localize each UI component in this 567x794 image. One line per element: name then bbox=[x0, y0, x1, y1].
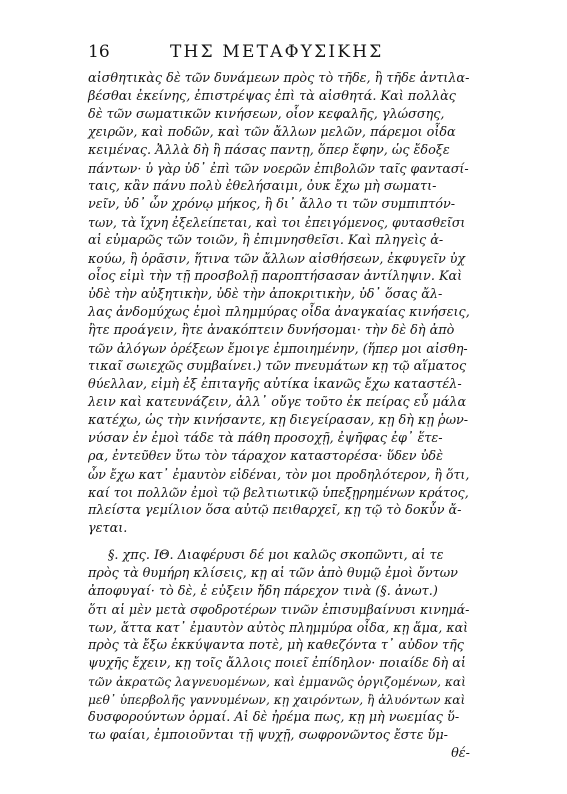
text-line: των, τὰ ἴχνη ἐξελείπεται, καὶ τοι ἐπειγόμενος, φυτασθεῖσι bbox=[88, 215, 466, 230]
text-line: λειν καὶ κατευνάζειν, ἀλλ᾽ οὔγε τοῦτο ἐκ πείρας εὖ μάλα bbox=[88, 395, 467, 410]
text-line: πρὸς τὰ ἔξω ἐκκύψαντα ποτὲ, μὴ καθεζόντα τ᾽ αὐδον τῆς bbox=[88, 638, 464, 653]
running-title: ΤΗΣ ΜΕΤΑΦΥΣΙΚΗΣ bbox=[170, 42, 384, 62]
text-line: αἰσθητικὰς δὲ τῶν δυνάμεων πρὸς τὸ τῆδε, ἢ τῆδε ἀντιλα- bbox=[88, 71, 470, 86]
text-line: γεται. bbox=[88, 521, 128, 536]
text-line: νύσαν ἐν ἐμοὶ τάδε τὰ πάθη προσοχῇ, ἐψῆφας ἐφ᾽ ἕτε- bbox=[88, 431, 443, 446]
text-line: βέσθαι ἐκείνης, ἐπιστρέψας ἐπὶ τὰ αἰσθητά. Καὶ πολλὰς bbox=[88, 89, 456, 104]
text-line: ἀποφυγαί· τὸ δὲ, ἐ εὐξειν ἤδη πάρεχον τινὰ (§. ἀνωτ.) bbox=[88, 584, 438, 599]
text-line: λας ἀνδομύχως ἐμοὶ πλημμύρας οἶδα ἀναγκαίας κινήσεις, bbox=[88, 305, 470, 320]
text-line: κειμένας. Ἀλλὰ δὴ ἢ πάσας παντῃ, ὅπερ ἔφην, ὡς ἔδοξε bbox=[88, 143, 450, 158]
text-line: νεῖν, ὐδ᾽ ὧν χρόνῳ μήκος, ἢ δι᾽ ἄλλο τι τῶν συμπιπτόν- bbox=[88, 197, 456, 212]
text-line: τικαῖ σωιεχῶς συμβαίνει.) τῶν πνευμάτων κῃ τῷ αἵματος bbox=[88, 359, 467, 374]
text-line: κατέχω, ὡς τὴν κινήσαντε, κῃ διεγείρασαν, κῃ δὴ κῃ ῥων- bbox=[88, 413, 469, 428]
page-header bbox=[88, 42, 468, 64]
text-line: ὅτι αἱ μὲν μετὰ σφοδροτέρων τινῶν ἐπισυμβαίνυσι κινημά- bbox=[88, 602, 470, 617]
text-line: δυσφορούντων ὁρμαί. Αἱ δὲ ἠρέμα πως, κῃ μὴ νωεμίας ὕ- bbox=[88, 710, 460, 725]
text-line: ἢτε προάγειν, ἢτε ἀνακόπτειν δυνήσομαι· τὴν δὲ δὴ ἀπὸ bbox=[88, 323, 455, 338]
text-line: ρα, ἐντεῦθεν ὕτω τὸν τάραχον καταστορέσα· ὕδεν ὐδὲ bbox=[88, 449, 444, 464]
text-line: πάντων· ὐ γὰρ ὐδ᾽ ἐπὶ τῶν νοερῶν ἐπιβολῶν ταῖς φαντασί- bbox=[88, 161, 469, 176]
text-line: πλείστα γεμίλιον ὅσα αὐτῷ πειθαρχεῖ, κῃ τῷ τὸ δοκὖν ἄ- bbox=[88, 503, 462, 518]
text-line: θύελλαν, εἰμὴ ἐξ ἐπιταγῆς αὐτίκα ἱκανῶς ἔχω καταστέλ- bbox=[88, 377, 462, 392]
text-line: τω φαίαι, ἐμποιοῦνται τῇ ψυχῇ, σωφρονῶντος ἔστε ὕμ- bbox=[88, 728, 448, 743]
text-line: ὐδὲ τὴν αὐξητικὴν, ὐδὲ τὴν ἀποκριτικὴν, ὐδ᾽ ὅσας ἄλ- bbox=[88, 287, 443, 302]
text-line: δὲ τῶν σωματικῶν κινήσεων, οἷον κεφαλῆς, γλώσσης, bbox=[88, 107, 445, 122]
text-line: των, ἅττα κατ᾽ ἐμαυτὸν αὐτὸς πλημμύρα οἶδα, κῃ ἅμα, καὶ bbox=[88, 620, 469, 635]
text-line: πρὸς τὰ θυμήρη κλίσεις, κῃ αἱ τῶν ἀπὸ θυμῷ ἐμοὶ ὄντων bbox=[88, 566, 458, 581]
section-heading-line: §. χπς. ΙΘ. Διαφέρυσι δέ μοι καλῶς σκοπῶντι, αἱ τε bbox=[108, 548, 444, 563]
text-line: μεθ᾽ ὑπερβολῆς γαννυμένων, κῃ χαιρόντων, ἢ ἀλυόντων καὶ bbox=[88, 693, 466, 707]
text-line: χειρῶν, καὶ ποδῶν, καὶ τῶν ἄλλων μελῶν, πάρεμοι οἶδα bbox=[88, 125, 456, 140]
text-line: αἱ εὐμαρῶς τῶν τοιῶν, ἢ ἐπιμνησθεῖσι. Καὶ πληγεὶς ἀ- bbox=[88, 233, 444, 248]
catchword: θέ- bbox=[451, 746, 470, 761]
text-line: τῶν ἀλόγων ὀρέξεων ἔμοιγε ἐμποιημένην, (ἥπερ μοι αἰσθη- bbox=[88, 341, 468, 356]
text-line: ψυχῆς ἔχειν, κῃ τοῖς ἄλλοις ποιεῖ ἐπίδηλον· ποιαίδε δὴ αἱ bbox=[88, 656, 466, 671]
text-line: ταις, κἂν πάνυ πολὺ ἐθελήσαιμι, ὀυκ ἔχω μὴ σωματι- bbox=[88, 179, 437, 194]
text-line: οἷος εἰμὶ τὴν τῇ προσβολῇ παροπτήσασαν ἀντίληψιν. Καὶ bbox=[88, 269, 463, 284]
text-line: καί τοι πολλῶν ἐμοὶ τῷ βελτιωτικῷ ὑπεξῃρημένων κράτος, bbox=[88, 485, 469, 500]
page-number: 16 bbox=[88, 42, 110, 62]
text-line: ὦν ἔχω κατ᾽ ἐμαυτὸν εἰδέναι, τὸν μοι προδηλότερον, ἢ ὅτι, bbox=[88, 467, 470, 482]
text-line: κούω, ἢ ὁρᾶσιν, ἥτινα τῶν ἄλλων αἰσθήσεων, ἐκφυγεῖν ὐχ bbox=[88, 251, 466, 266]
text-line: τῶν ἀκρατῶς λαγνευομένων, καὶ ἐμμανῶς ὀργιζομένων, καὶ bbox=[88, 675, 466, 689]
